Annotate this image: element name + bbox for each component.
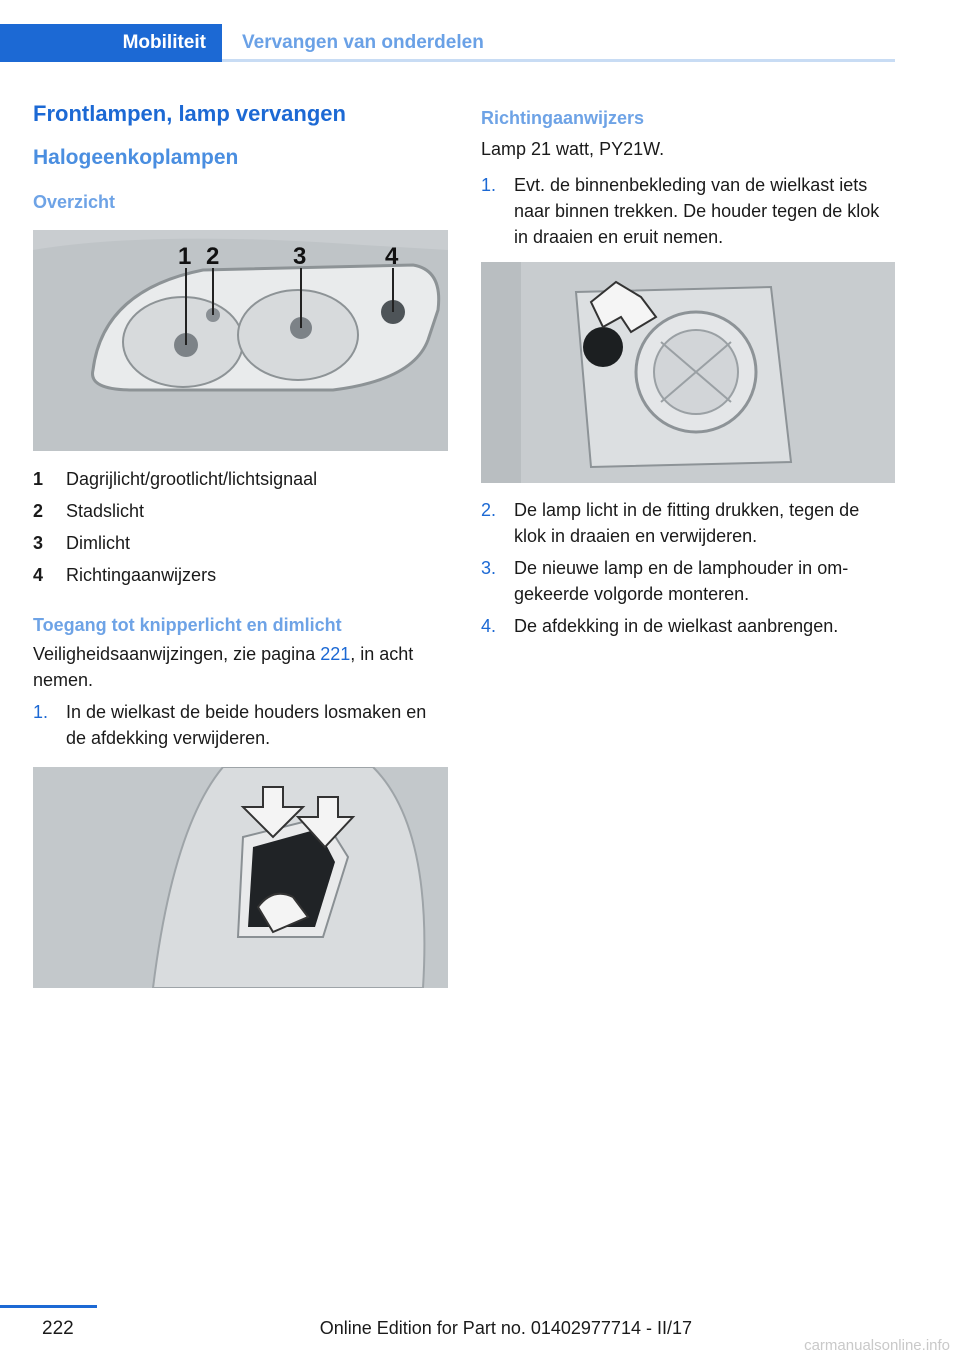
page-number: 222 bbox=[42, 1318, 74, 1339]
step-number: 1. bbox=[33, 702, 49, 722]
wheelhouse-figure bbox=[33, 767, 448, 988]
step-item bbox=[481, 497, 895, 549]
turn-signal-illustration bbox=[481, 262, 895, 483]
turn-signal-steps-a bbox=[481, 172, 895, 250]
step-number: 1. bbox=[481, 175, 497, 195]
watermark: carmanualsonline.info bbox=[804, 1337, 950, 1354]
overview-heading: Overzicht bbox=[33, 192, 116, 212]
edition-note: Online Edition for Part no. 01402977714 - II/17 bbox=[319, 1318, 692, 1338]
safety-note bbox=[33, 641, 448, 693]
headlight-illustration bbox=[33, 230, 448, 451]
step-number: 4. bbox=[481, 616, 497, 636]
callout-2: 2 bbox=[206, 243, 220, 270]
callout-4: 4 bbox=[385, 243, 399, 270]
subtitle: Halogeenkoplampen bbox=[33, 146, 239, 169]
legend-item bbox=[33, 495, 448, 527]
safety-note-text-end: , in acht nemen. bbox=[33, 644, 414, 690]
access-heading: Toegang tot knipperlicht en dimlicht bbox=[33, 615, 342, 635]
page-link[interactable]: 221 bbox=[320, 644, 351, 664]
access-steps bbox=[33, 699, 448, 751]
lamp-spec: Lamp 21 watt, PY21W. bbox=[481, 139, 665, 159]
turn-signal-figure bbox=[481, 262, 895, 483]
step-item bbox=[481, 555, 895, 607]
figure-legend bbox=[33, 463, 448, 591]
legend-item bbox=[33, 463, 448, 495]
legend-item bbox=[33, 559, 448, 591]
callout-3: 3 bbox=[293, 243, 307, 270]
legend-number: 3 bbox=[33, 533, 44, 553]
right-column bbox=[481, 106, 895, 645]
turn-signal-heading: Richtingaanwijzers bbox=[481, 108, 645, 128]
headlight-figure bbox=[33, 230, 448, 451]
step-item bbox=[481, 613, 895, 639]
section-title: Vervangen van onderdelen bbox=[242, 32, 484, 53]
step-number: 3. bbox=[481, 558, 497, 578]
turn-signal-steps-b bbox=[481, 497, 895, 639]
left-column bbox=[33, 100, 448, 988]
page-header bbox=[0, 24, 895, 62]
legend-text: Dimlicht bbox=[66, 533, 131, 553]
legend-number: 1 bbox=[33, 469, 44, 489]
step-number: 2. bbox=[481, 500, 497, 520]
legend-number: 2 bbox=[33, 501, 44, 521]
header-rule bbox=[222, 59, 895, 62]
step-item bbox=[481, 172, 895, 250]
legend-text: Richtingaanwijzers bbox=[66, 565, 217, 585]
footer-rule bbox=[0, 1305, 97, 1308]
step-text: De lamp licht in de fitting drukken, tegen de klok in draaien en verwijderen. bbox=[514, 500, 860, 546]
step-item bbox=[33, 699, 448, 751]
callout-1: 1 bbox=[178, 243, 192, 270]
legend-text: Stadslicht bbox=[66, 501, 145, 521]
step-text: In de wielkast de beide houders losmaken en de afdekking verwijderen. bbox=[66, 702, 427, 748]
step-text: Evt. de binnenbekleding van de wielkast iets naar binnen trekken. De houder tegen de klok in draaien en eruit nemen. bbox=[514, 175, 880, 247]
legend-number: 4 bbox=[33, 565, 44, 585]
chapter-tab: Mobiliteit bbox=[0, 24, 222, 62]
step-text: De afdekking in de wielkast aanbrengen. bbox=[514, 616, 839, 636]
step-text: De nieuwe lamp en de lamphouder in om‐gekeerde volgorde monteren. bbox=[514, 558, 849, 604]
wheelhouse-illustration bbox=[33, 767, 448, 988]
page-title: Frontlampen, lamp vervangen bbox=[33, 101, 346, 126]
legend-item bbox=[33, 527, 448, 559]
safety-note-text: Veiligheidsaanwijzingen, zie pagina bbox=[33, 644, 321, 664]
legend-text: Dagrijlicht/grootlicht/lichtsignaal bbox=[66, 469, 318, 489]
